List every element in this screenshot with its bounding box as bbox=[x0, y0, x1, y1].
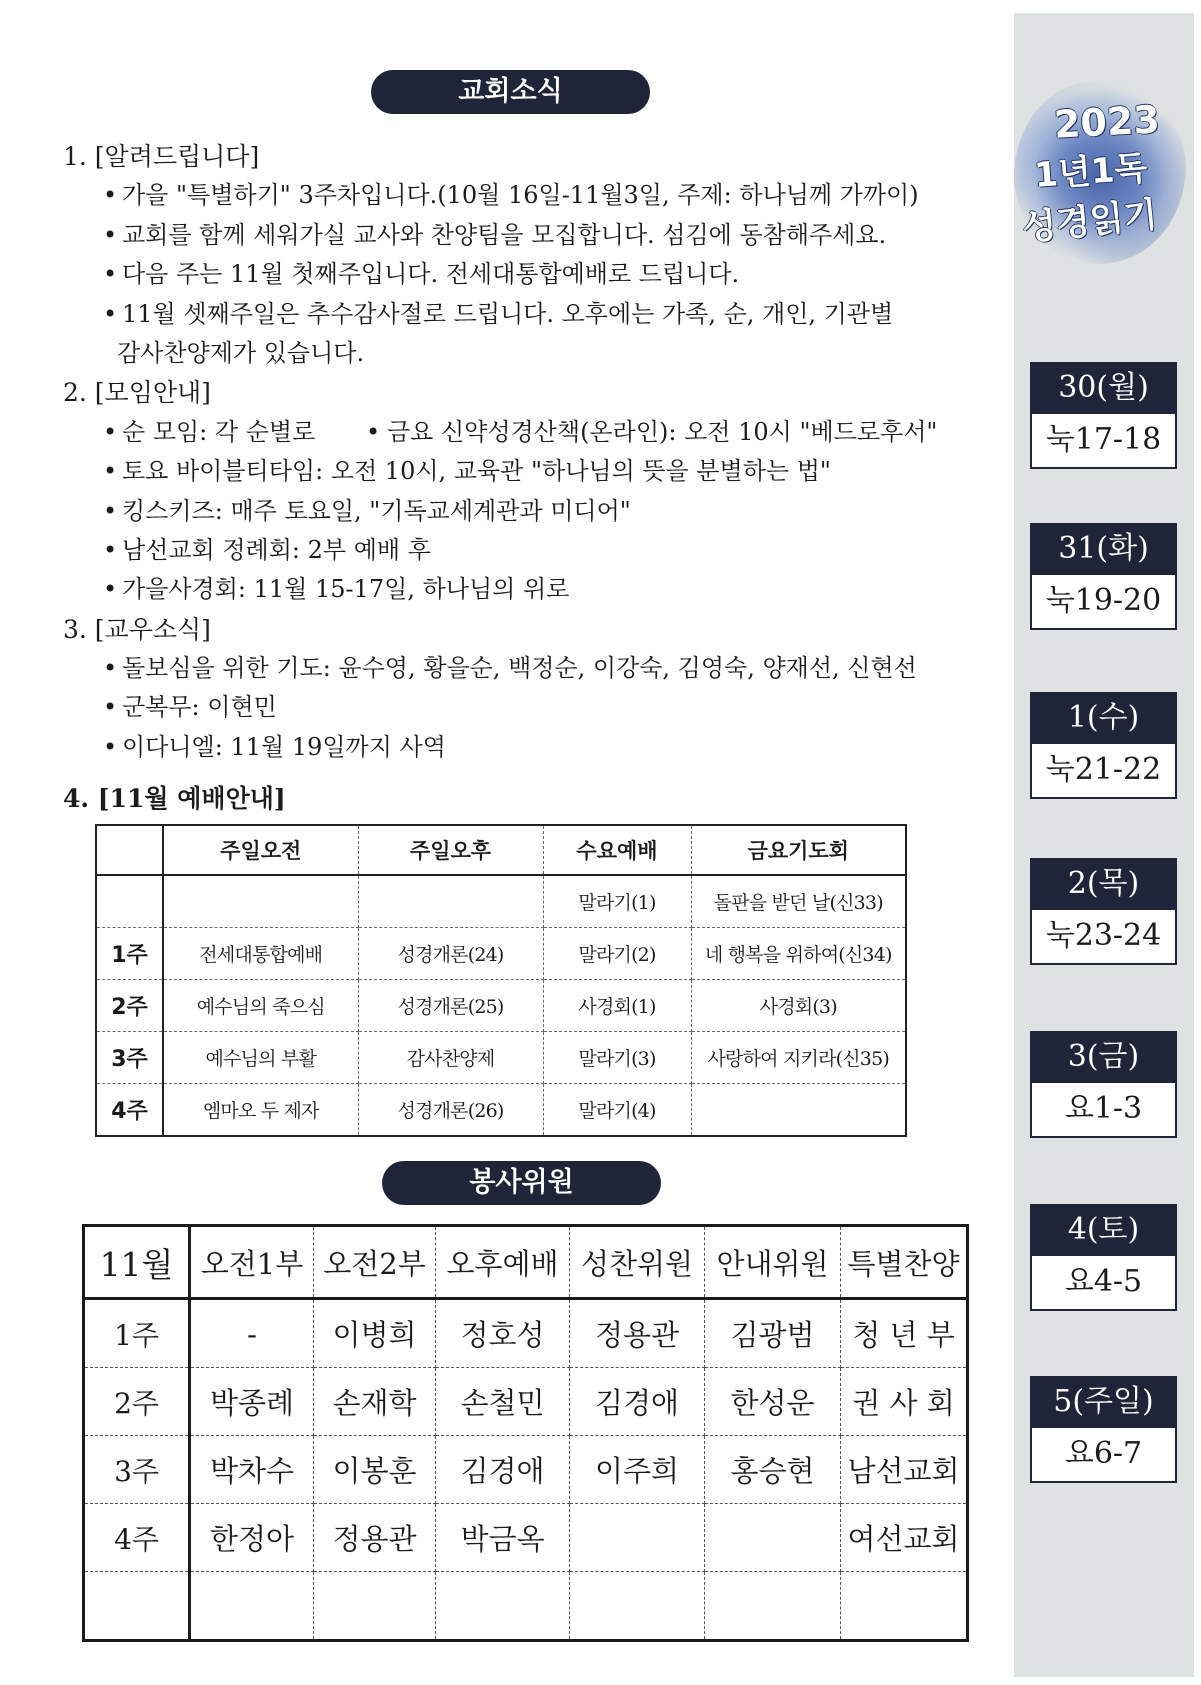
reading-passage: 눅23-24 bbox=[1030, 910, 1177, 965]
schedule-cell: 사경회(1) bbox=[543, 980, 691, 1032]
volunteer-cell bbox=[190, 1572, 314, 1641]
notice-item: • 킹스키즈: 매주 토요일, "기독교세계관과 미디어" bbox=[63, 492, 1003, 531]
table-header-row bbox=[96, 825, 906, 875]
volunteer-cell: 손철민 bbox=[436, 1368, 570, 1436]
week-label: 3주 bbox=[84, 1436, 190, 1504]
volunteer-cell: 여선교회 bbox=[841, 1504, 968, 1572]
week-label: 4주 bbox=[96, 1084, 163, 1137]
week-label: 1주 bbox=[96, 928, 163, 980]
reading-day bbox=[1030, 1204, 1177, 1311]
week-label: 2주 bbox=[84, 1368, 190, 1436]
notice-item: • 순 모임: 각 순별로 bbox=[63, 413, 315, 452]
schedule-cell: 예수님의 부활 bbox=[163, 1032, 358, 1084]
church-news-title: 교회소식 bbox=[371, 70, 650, 114]
table-row bbox=[84, 1504, 968, 1572]
week-label: 3주 bbox=[96, 1032, 163, 1084]
section-heading: 1. [알려드립니다] bbox=[63, 142, 260, 171]
volunteer-cell: 정용관 bbox=[570, 1299, 705, 1368]
table-row bbox=[96, 1032, 906, 1084]
reading-passage: 눅19-20 bbox=[1030, 575, 1177, 630]
reading-day-label: 1(수) bbox=[1030, 692, 1177, 744]
volunteer-cell: 이주희 bbox=[570, 1436, 705, 1504]
volunteer-cell: 남선교회 bbox=[841, 1436, 968, 1504]
volunteer-cell: 한성운 bbox=[705, 1368, 841, 1436]
reading-day bbox=[1030, 692, 1177, 799]
reading-passage: 요1-3 bbox=[1030, 1083, 1177, 1138]
table-header-row bbox=[84, 1226, 968, 1299]
reading-passage: 눅21-22 bbox=[1030, 744, 1177, 799]
week-label: 2주 bbox=[96, 980, 163, 1032]
notice-item: • 이다니엘: 11월 19일까지 사역 bbox=[63, 728, 1003, 767]
volunteers-title: 봉사위원 bbox=[382, 1161, 661, 1205]
week-label: 4주 bbox=[84, 1504, 190, 1572]
volunteer-cell: 박금옥 bbox=[436, 1504, 570, 1572]
logo-line1: 1년1독 bbox=[1032, 148, 1149, 196]
notice-item: • 가을 "특별하기" 3주차입니다.(10월 16일-11월3일, 주제: 하나님께 가까이) bbox=[63, 176, 1003, 215]
volunteer-cell: 정용관 bbox=[314, 1504, 436, 1572]
schedule-cell: 감사찬양제 bbox=[358, 1032, 543, 1084]
reading-day bbox=[1030, 1031, 1177, 1138]
corner-cell bbox=[96, 825, 163, 875]
column-header: 수요예배 bbox=[543, 825, 691, 875]
notice-item: • 금요 신약성경산책(온라인): 오전 10시 "베드로후서" bbox=[366, 413, 937, 452]
schedule-cell: 예수님의 죽으심 bbox=[163, 980, 358, 1032]
volunteer-cell: 손재학 bbox=[314, 1368, 436, 1436]
volunteer-cell: 홍승현 bbox=[705, 1436, 841, 1504]
notice-item: • 토요 바이블티타임: 오전 10시, 교육관 "하나님의 뜻을 분별하는 법" bbox=[63, 452, 1003, 491]
section-heading: 3. [교우소식] bbox=[63, 614, 211, 644]
column-header: 오전2부 bbox=[314, 1226, 436, 1299]
volunteer-cell: 김경애 bbox=[436, 1436, 570, 1504]
schedule-cell: 돌판을 받던 날(신33) bbox=[691, 875, 906, 928]
volunteer-cell: 김경애 bbox=[570, 1368, 705, 1436]
volunteer-cell bbox=[570, 1504, 705, 1572]
reading-day-label: 4(토) bbox=[1030, 1204, 1177, 1256]
volunteer-cell bbox=[314, 1572, 436, 1641]
table-row bbox=[96, 928, 906, 980]
reading-day-label: 2(목) bbox=[1030, 858, 1177, 910]
schedule-cell: 사랑하여 지키라(신35) bbox=[691, 1032, 906, 1084]
column-header: 성찬위원 bbox=[570, 1226, 705, 1299]
volunteer-cell bbox=[570, 1572, 705, 1641]
notice-item: • 교회를 함께 세워가실 교사와 찬양팀을 모집합니다. 섬김에 동참해주세요. bbox=[63, 216, 1003, 255]
table-row bbox=[96, 1084, 906, 1137]
schedule-cell: 네 행복을 위하여(신34) bbox=[691, 928, 906, 980]
schedule-cell: 말라기(1) bbox=[543, 875, 691, 928]
table-row bbox=[84, 1299, 968, 1368]
notice-item: • 다음 주는 11월 첫째주입니다. 전세대통합예배로 드립니다. bbox=[63, 255, 1003, 294]
column-header: 오전1부 bbox=[190, 1226, 314, 1299]
schedule-cell: 말라기(3) bbox=[543, 1032, 691, 1084]
volunteer-cell: 이병희 bbox=[314, 1299, 436, 1368]
schedule-cell: 엠마오 두 제자 bbox=[163, 1084, 358, 1137]
notice-item-continued: 감사찬양제가 있습니다. bbox=[117, 338, 365, 367]
column-header: 안내위원 bbox=[705, 1226, 841, 1299]
week-label: 1주 bbox=[84, 1299, 190, 1368]
notice-item: • 11월 셋째주일은 추수감사절로 드립니다. 오후에는 가족, 순, 개인, 기관별 bbox=[63, 295, 1003, 334]
logo-line2: 성경읽기 bbox=[1020, 195, 1160, 249]
schedule-cell: 전세대통합예배 bbox=[163, 928, 358, 980]
reading-day bbox=[1030, 858, 1177, 965]
schedule-cell: 사경회(3) bbox=[691, 980, 906, 1032]
logo-year: 2023 bbox=[1052, 97, 1161, 147]
column-header: 금요기도회 bbox=[691, 825, 906, 875]
table-row bbox=[96, 875, 906, 928]
column-header: 특별찬양 bbox=[841, 1226, 968, 1299]
notice-item: • 가을사경회: 11월 15-17일, 하나님의 위로 bbox=[63, 570, 1003, 609]
volunteers-table bbox=[82, 1224, 969, 1642]
notice-item: • 남선교회 정례회: 2부 예배 후 bbox=[63, 531, 1003, 570]
reading-day bbox=[1030, 1376, 1177, 1483]
volunteer-cell bbox=[705, 1504, 841, 1572]
table-row bbox=[96, 980, 906, 1032]
schedule-cell: 말라기(4) bbox=[543, 1084, 691, 1137]
volunteer-cell bbox=[436, 1572, 570, 1641]
column-header: 주일오후 bbox=[358, 825, 543, 875]
volunteer-cell: 이봉훈 bbox=[314, 1436, 436, 1504]
volunteer-cell: 한정아 bbox=[190, 1504, 314, 1572]
worship-schedule-table bbox=[95, 824, 907, 1137]
volunteer-cell: - bbox=[190, 1299, 314, 1368]
volunteer-cell bbox=[705, 1572, 841, 1641]
volunteer-cell: 청 년 부 bbox=[841, 1299, 968, 1368]
volunteer-cell bbox=[841, 1572, 968, 1641]
notice-item: • 돌보심을 위한 기도: 윤수영, 황을순, 백정순, 이강숙, 김영숙, 양재선, 신현선 bbox=[63, 649, 1003, 688]
schedule-cell: 말라기(2) bbox=[543, 928, 691, 980]
reading-day bbox=[1030, 523, 1177, 630]
reading-day-label: 31(화) bbox=[1030, 523, 1177, 575]
schedule-cell bbox=[358, 875, 543, 928]
reading-day-label: 3(금) bbox=[1030, 1031, 1177, 1083]
table-row bbox=[84, 1368, 968, 1436]
section-heading: 4. [11월 예배안내] bbox=[63, 784, 286, 814]
table-row bbox=[84, 1572, 968, 1641]
notice-row bbox=[63, 413, 1003, 452]
volunteer-cell: 권 사 회 bbox=[841, 1368, 968, 1436]
reading-passage: 요6-7 bbox=[1030, 1428, 1177, 1483]
reading-day-label: 30(월) bbox=[1030, 362, 1177, 414]
volunteer-cell: 박차수 bbox=[190, 1436, 314, 1504]
column-header: 오후예배 bbox=[436, 1226, 570, 1299]
column-header: 주일오전 bbox=[163, 825, 358, 875]
reading-passage: 눅17-18 bbox=[1030, 414, 1177, 469]
schedule-cell: 성경개론(25) bbox=[358, 980, 543, 1032]
notice-item: • 군복무: 이현민 bbox=[63, 688, 1003, 727]
volunteer-cell: 김광범 bbox=[705, 1299, 841, 1368]
month-header: 11월 bbox=[84, 1226, 190, 1299]
schedule-cell: 성경개론(24) bbox=[358, 928, 543, 980]
week-label bbox=[96, 875, 163, 928]
section-heading: 2. [모임안내] bbox=[63, 378, 211, 408]
volunteer-cell: 정호성 bbox=[436, 1299, 570, 1368]
schedule-cell bbox=[163, 875, 358, 928]
schedule-cell bbox=[691, 1084, 906, 1137]
church-news bbox=[63, 137, 1003, 819]
schedule-cell: 성경개론(26) bbox=[358, 1084, 543, 1137]
volunteer-cell: 박종례 bbox=[190, 1368, 314, 1436]
week-label bbox=[84, 1572, 190, 1641]
reading-day bbox=[1030, 362, 1177, 469]
table-row bbox=[84, 1436, 968, 1504]
reading-day-label: 5(주일) bbox=[1030, 1376, 1177, 1428]
reading-passage: 요4-5 bbox=[1030, 1256, 1177, 1311]
